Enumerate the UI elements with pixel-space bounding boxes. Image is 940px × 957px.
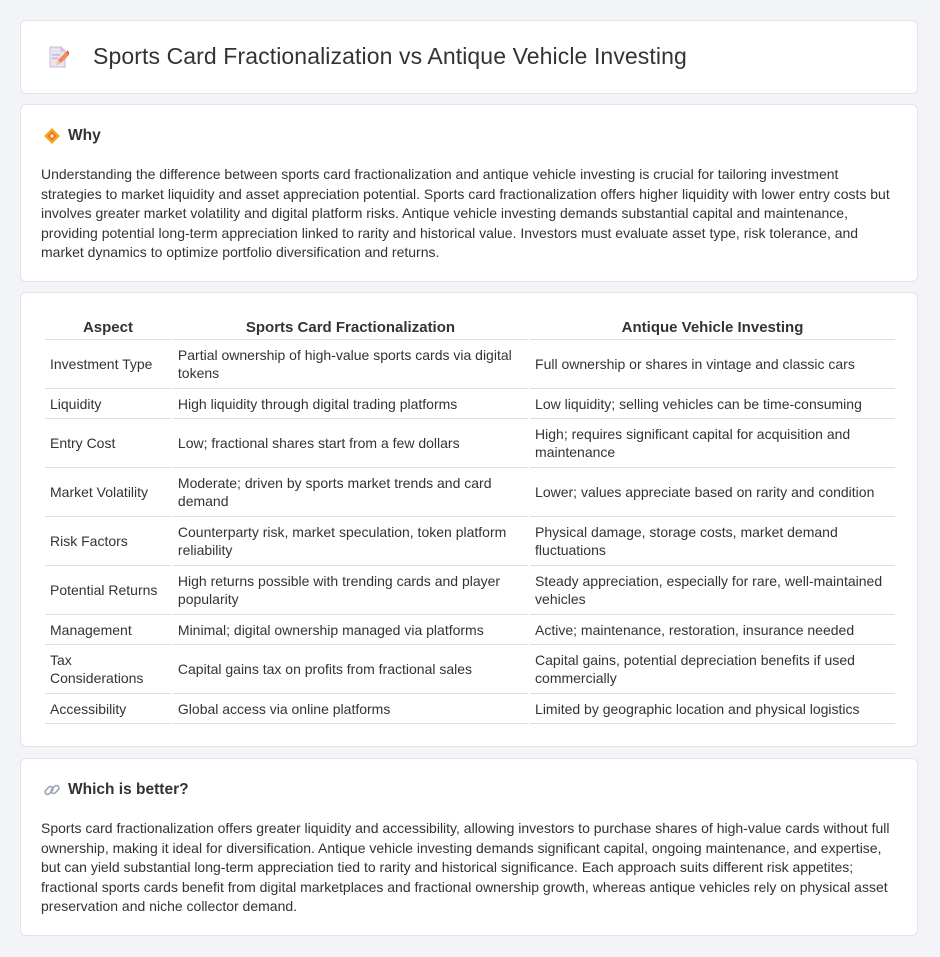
sports-card-cell: Partial ownership of high-value sports cards via digital tokens <box>173 340 528 389</box>
antique-vehicle-cell: Capital gains, potential depreciation benefits if used commercially <box>530 645 895 694</box>
table-row <box>45 389 895 419</box>
table-row <box>45 566 895 615</box>
comparison-section <box>20 292 918 747</box>
antique-vehicle-cell: Active; maintenance, restoration, insurance needed <box>530 615 895 645</box>
document-pencil-icon <box>47 45 69 69</box>
table-row <box>45 694 895 724</box>
aspect-cell: Accessibility <box>45 694 171 724</box>
antique-vehicle-cell: High; requires significant capital for acquisition and maintenance <box>530 419 895 468</box>
aspect-cell: Market Volatility <box>45 468 171 517</box>
sports-card-cell: Minimal; digital ownership managed via platforms <box>173 615 528 645</box>
sports-card-cell: Counterparty risk, market speculation, token platform reliability <box>173 517 528 566</box>
table-row <box>45 468 895 517</box>
aspect-cell: Investment Type <box>45 340 171 389</box>
antique-vehicle-cell: Lower; values appreciate based on rarity and condition <box>530 468 895 517</box>
which-is-better-section <box>20 758 918 936</box>
comparison-table <box>43 314 897 724</box>
page-title: Sports Card Fractionalization vs Antique Vehicle Investing <box>93 43 687 69</box>
antique-vehicle-cell: Limited by geographic location and physical logistics <box>530 694 895 724</box>
better-body: Sports card fractionalization offers greater liquidity and accessibility, allowing investors to purchase shares of high-value cards without full ownership, making it ideal for diversification. Antique vehicle investing demands significant capital, ongoing maintenance, and expertise, but can yield substantial long-term appreciation tied to rarity and historical significance. Each approach suits different risk appetites; fractional sports cards benefit from digital marketplaces and fractional ownership growth, whereas antique vehicles rely on physical asset preservation and niche collector demand. <box>41 820 890 914</box>
sports-card-cell: High liquidity through digital trading platforms <box>173 389 528 419</box>
table-row <box>45 340 895 389</box>
antique-vehicle-cell: Full ownership or shares in vintage and classic cars <box>530 340 895 389</box>
diamond-badge-icon <box>43 127 61 145</box>
why-section <box>20 104 918 282</box>
table-row <box>45 419 895 468</box>
link-icon <box>43 781 61 799</box>
better-heading <box>43 781 189 799</box>
aspect-cell: Liquidity <box>45 389 171 419</box>
why-heading <box>43 127 101 145</box>
aspect-cell: Entry Cost <box>45 419 171 468</box>
antique-vehicle-cell: Steady appreciation, especially for rare, well-maintained vehicles <box>530 566 895 615</box>
sports-card-cell: Global access via online platforms <box>173 694 528 724</box>
antique-vehicle-cell: Low liquidity; selling vehicles can be time-consuming <box>530 389 895 419</box>
header-card <box>20 20 918 94</box>
better-title: Which is better? <box>68 781 189 798</box>
antique-vehicle-cell: Physical damage, storage costs, market demand fluctuations <box>530 517 895 566</box>
column-header: Antique Vehicle Investing <box>530 314 895 340</box>
table-row <box>45 645 895 694</box>
table-header-row <box>45 314 895 340</box>
table-row <box>45 615 895 645</box>
table-row <box>45 517 895 566</box>
aspect-cell: Risk Factors <box>45 517 171 566</box>
aspect-cell: Potential Returns <box>45 566 171 615</box>
title-row <box>47 43 687 70</box>
aspect-cell: Management <box>45 615 171 645</box>
column-header: Aspect <box>45 314 171 340</box>
why-body: Understanding the difference between sports card fractionalization and antique vehicle investing is crucial for tailoring investment strategies to market liquidity and asset appreciation potential. Sports card fractionalization offers higher liquidity with lower entry costs but involves greater market volatility and digital platform risks. Antique vehicle investing demands substantial capital and maintenance, providing potential long-term appreciation linked to rarity and historical value. Investors must evaluate asset type, risk tolerance, and market dynamics to optimize portfolio diversification and returns. <box>41 166 890 260</box>
why-title: Why <box>68 127 101 144</box>
sports-card-cell: Capital gains tax on profits from fractional sales <box>173 645 528 694</box>
sports-card-cell: Low; fractional shares start from a few dollars <box>173 419 528 468</box>
sports-card-cell: High returns possible with trending cards and player popularity <box>173 566 528 615</box>
sports-card-cell: Moderate; driven by sports market trends and card demand <box>173 468 528 517</box>
column-header: Sports Card Fractionalization <box>173 314 528 340</box>
aspect-cell: Tax Considerations <box>45 645 171 694</box>
